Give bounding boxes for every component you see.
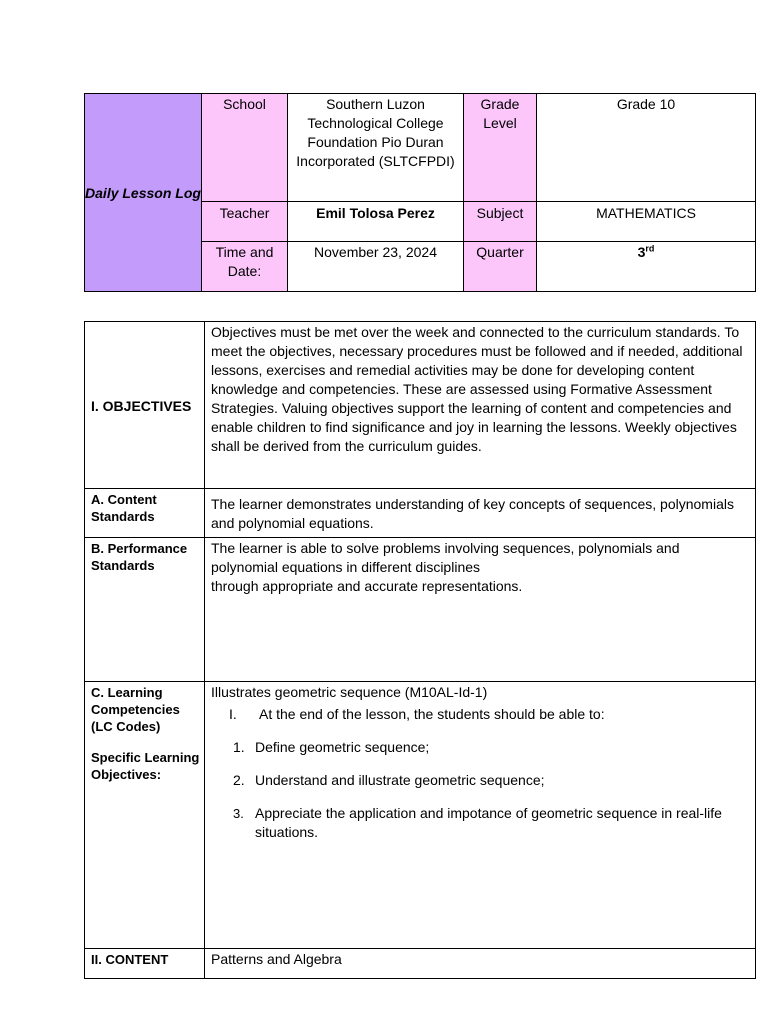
quarter-suffix: rd	[645, 243, 655, 254]
objectives-text: Objectives must be met over the week and connected to the curriculum standards. To meet the objectives, necessary procedures must be followed and if needed, additional lessons, exercises and remedial activities may be done for developing content knowledge and competencies. These are assessed using Formative Assessment Strategies. Valuing objectives support the learning of content and competencies and enable children to find significance and joy in learning the lessons. Weekly objectives shall be derived from the curriculum guides.	[205, 322, 756, 489]
objective-text: Understand and illustrate geometric sequence;	[255, 772, 545, 788]
performance-standards-line1: The learner is able to solve problems involving sequences, polynomials and polynomial equations in different disciplines	[211, 540, 680, 575]
school-value: Southern Luzon Technological College Foundation Pio Duran Incorporated (SLTCFPDI)	[288, 94, 464, 202]
header-table	[84, 93, 756, 292]
performance-standards-cell	[205, 538, 756, 682]
objective-item-2	[211, 771, 749, 790]
roman-item-text: At the end of the lesson, the students should be able to:	[259, 706, 605, 722]
learning-competencies-label: C. Learning Competencies (LC Codes)	[91, 685, 180, 734]
content-label: II. CONTENT	[85, 949, 205, 979]
performance-standards-line2: through appropriate and accurate representations.	[211, 578, 523, 594]
subject-label: Subject	[464, 202, 537, 242]
performance-standards-label: B. Performance Standards	[85, 538, 205, 682]
quarter-number: 3	[637, 244, 646, 260]
objective-item-3	[211, 804, 749, 842]
competency-intro-close: )	[482, 684, 488, 700]
daily-lesson-log-title	[85, 94, 202, 292]
lesson-body-table	[84, 321, 756, 979]
objectives-label: I. OBJECTIVES	[85, 322, 205, 489]
objective-item-1	[211, 738, 749, 757]
roman-numeral: I.	[229, 706, 237, 722]
content-standards-label: A. Content Standards	[85, 489, 205, 538]
roman-list-item	[211, 705, 749, 724]
teacher-value: Emil Tolosa Perez	[288, 202, 464, 242]
competency-intro	[211, 683, 749, 702]
objective-number: 3.	[233, 806, 244, 821]
grade-level-label: Grade Level	[464, 94, 537, 202]
quarter-value	[537, 242, 756, 292]
competencies-cell	[205, 682, 756, 949]
subject-value: MATHEMATICS	[537, 202, 756, 242]
specific-objectives-label: Specific Learning Objectives:	[91, 750, 200, 782]
teacher-label: Teacher	[202, 202, 288, 242]
quarter-label: Quarter	[464, 242, 537, 292]
objective-text: Appreciate the application and impotance of geometric sequence in real-life situations.	[255, 805, 722, 840]
objective-number: 2.	[233, 772, 245, 788]
competency-code: M10AL-Id-1	[409, 684, 483, 700]
content-text: Patterns and Algebra	[205, 949, 756, 979]
objective-text: Define geometric sequence;	[255, 739, 430, 755]
title-text: Daily Lesson Log	[85, 184, 201, 201]
competencies-label-cell	[85, 682, 205, 949]
content-standards-text: The learner demonstrates understanding of key concepts of sequences, polynomials and polynomial equations.	[205, 489, 756, 538]
time-date-label: Time and Date:	[202, 242, 288, 292]
time-date-value: November 23, 2024	[288, 242, 464, 292]
school-label: School	[202, 94, 288, 202]
objective-number: 1.	[233, 739, 245, 755]
competency-intro-text: Illustrates geometric sequence (	[211, 684, 410, 700]
grade-level-value: Grade 10	[537, 94, 756, 202]
